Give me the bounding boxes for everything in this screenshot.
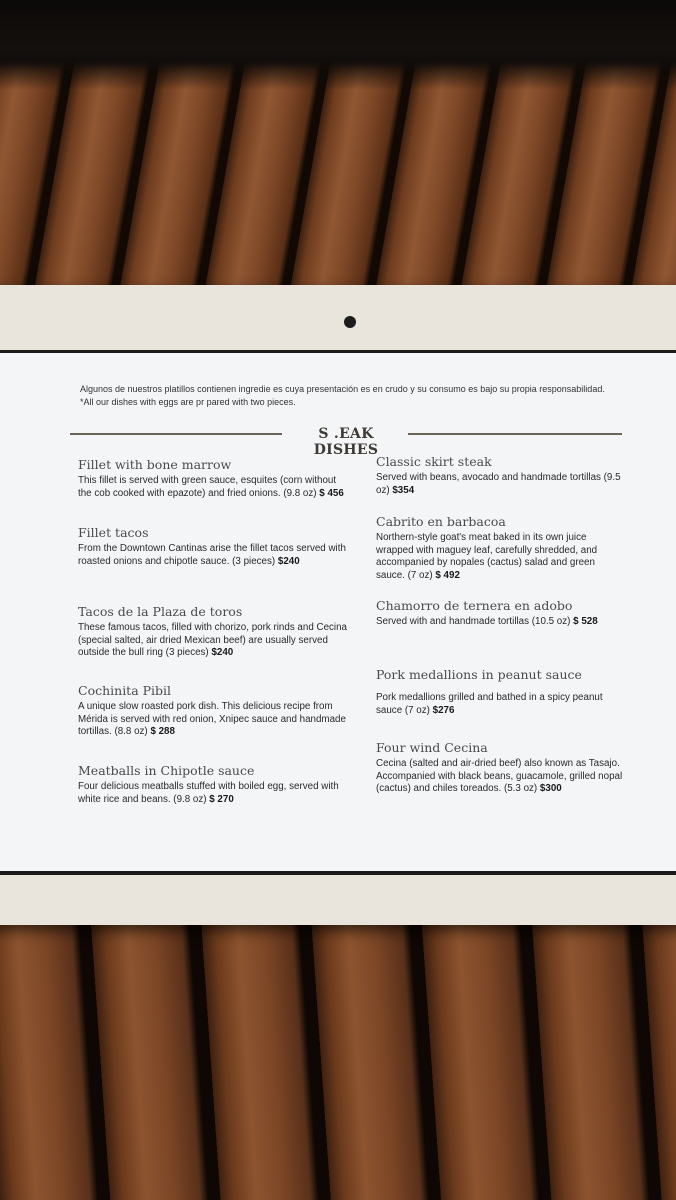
dish-fillet-tacos[interactable] bbox=[78, 525, 350, 568]
dish-four-wind-cecina[interactable] bbox=[376, 740, 626, 796]
dish-name: Tacos de la Plaza de toros bbox=[78, 604, 243, 619]
dish-price: $276 bbox=[432, 704, 455, 716]
header-rule-left bbox=[70, 433, 282, 435]
dish-description: Served with beans, avocado and handmade tortillas (9.5 oz) $354 bbox=[376, 472, 621, 496]
tablet-screen bbox=[0, 350, 676, 875]
header-rule-right bbox=[408, 433, 622, 435]
dish-name: Fillet tacos bbox=[78, 525, 149, 540]
dish-price: $ 270 bbox=[209, 793, 234, 805]
dish-price: $240 bbox=[277, 555, 300, 567]
dish-description: A unique slow roasted pork dish. This delicious recipe from Mérida is served with red onion, Xnipec sauce and handmade tortillas. (8.8 oz) $ 288 bbox=[78, 701, 346, 737]
section-header bbox=[70, 426, 622, 458]
dish-chamorro-ternera[interactable] bbox=[376, 598, 626, 629]
dish-price: $240 bbox=[211, 647, 234, 658]
background-shadow bbox=[0, 0, 676, 70]
dish-name: Cabrito en barbacoa bbox=[376, 514, 506, 529]
dish-description: From the Downtown Cantinas arise the fillet tacos served with roasted onions and chipotle sauce. (3 pieces) $240 bbox=[78, 543, 346, 567]
dish-name: Chamorro de ternera en adobo bbox=[376, 598, 573, 613]
dish-description: Northern-style goat's meat baked in its own juice wrapped with maguey leaf, carefully shredded, and accompanied by nopales (cactus) salad and green sauce. (7 oz) $ 492 bbox=[376, 532, 598, 581]
section-title: S .EAK DISHES bbox=[313, 426, 379, 458]
dish-name: Four wind Cecina bbox=[376, 740, 488, 755]
dish-cochinita-pibil[interactable] bbox=[78, 683, 350, 739]
dish-price: $300 bbox=[539, 783, 562, 794]
dish-meatballs-chipotle[interactable] bbox=[78, 763, 350, 806]
dish-name: Cochinita Pibil bbox=[78, 683, 172, 698]
wooden-table-bottom bbox=[0, 915, 676, 1200]
dish-tacos-plaza-toros[interactable] bbox=[78, 604, 350, 660]
dish-pork-medallions[interactable] bbox=[376, 667, 626, 717]
dish-name: Classic skirt steak bbox=[376, 454, 492, 469]
dish-description: Pork medallions grilled and bathed in a spicy peanut sauce (7 oz) $276 bbox=[376, 692, 603, 716]
dish-name: Pork medallions in peanut sauce bbox=[376, 667, 582, 682]
dish-name: Fillet with bone marrow bbox=[78, 457, 232, 472]
tablet-camera bbox=[344, 316, 356, 328]
dish-price: $ 456 bbox=[319, 487, 344, 499]
dish-description: These famous tacos, filled with chorizo, pork rinds and Cecina (special salted, air dried Mexican beef) are usually served outside the bull ring (3 pieces) $240 bbox=[78, 622, 347, 658]
dish-description: This fillet is served with green sauce, esquites (corn without the cob cooked with epazote) and fried onions. (9.8 oz) $ 456 bbox=[78, 475, 344, 499]
dish-fillet-bone-marrow[interactable] bbox=[78, 457, 350, 500]
dish-classic-skirt-steak[interactable] bbox=[376, 454, 626, 497]
dish-price: $ 492 bbox=[435, 569, 460, 581]
dish-description: Served with and handmade tortillas (10.5 oz) $ 528 bbox=[376, 616, 598, 627]
allergy-notice: Algunos de nuestros platillos contienen ingredie es cuya presentación es en crudo y su consumo es bajo su propia responsabilidad. *All our dishes with eggs are pr pared with two pieces. bbox=[80, 384, 605, 407]
dish-price: $354 bbox=[392, 484, 415, 496]
dish-name: Meatballs in Chipotle sauce bbox=[78, 763, 255, 778]
dish-price: $ 528 bbox=[573, 616, 598, 627]
dish-price: $ 288 bbox=[150, 726, 175, 737]
dish-cabrito-barbacoa[interactable] bbox=[376, 514, 626, 582]
dish-description: Four delicious meatballs stuffed with boiled egg, served with white rice and beans. (9.8 oz) $ 270 bbox=[78, 781, 339, 805]
dish-description: Cecina (salted and air-dried beef) also known as Tasajo. Accompanied with black beans, guacamole, grilled nopal (cactus) and chiles toreados. (5.3 oz) $300 bbox=[376, 758, 623, 794]
